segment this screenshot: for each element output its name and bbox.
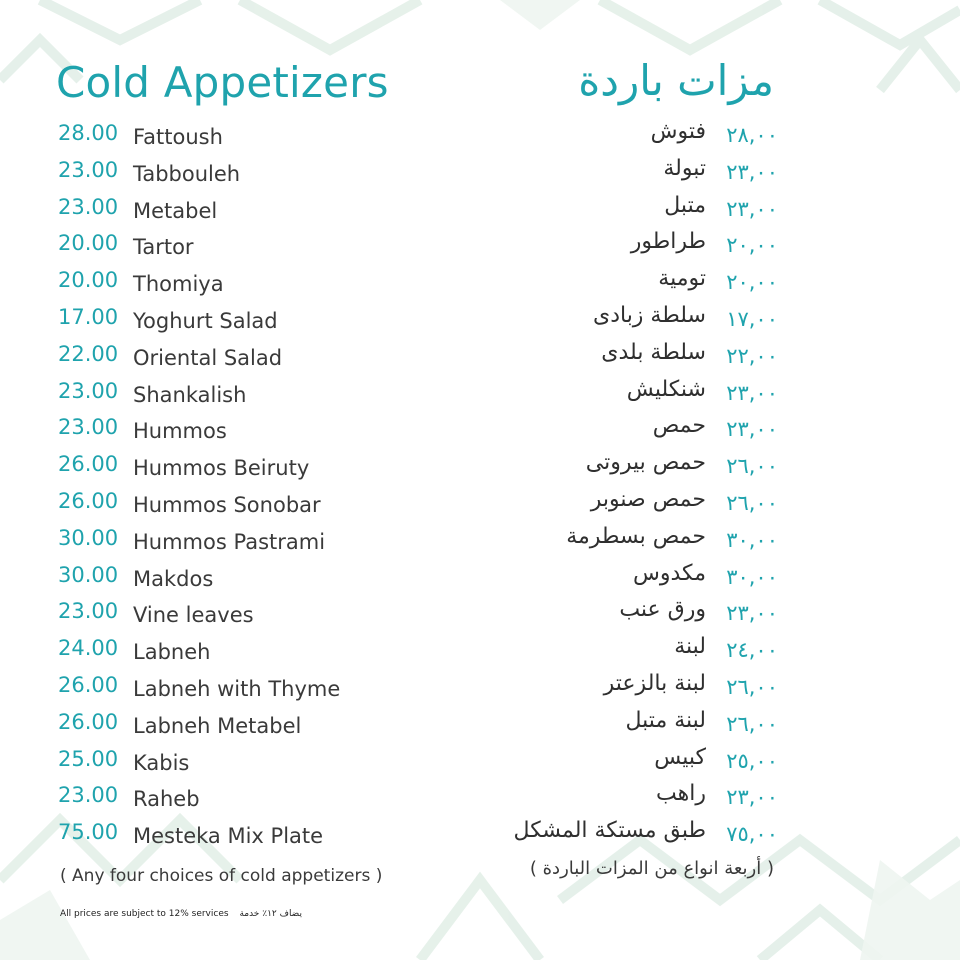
price-arabic: ٢٣,٠٠ — [726, 380, 778, 405]
item-name-english: Makdos — [133, 566, 214, 591]
menu-item-row — [0, 669, 960, 706]
menu-item-row — [0, 154, 960, 191]
item-name-arabic: كبيس — [654, 744, 706, 770]
price-english: 30.00 — [58, 525, 119, 550]
menu-item-row — [0, 117, 960, 154]
item-name-english: Kabis — [133, 750, 190, 775]
price-english: 23.00 — [58, 194, 119, 219]
item-name-arabic: تومية — [658, 266, 706, 292]
combo-note-english: ( Any four choices of cold appetizers ) — [60, 866, 383, 886]
price-arabic: ٢٣,٠٠ — [726, 785, 778, 810]
item-name-arabic: فتوش — [650, 119, 706, 144]
item-name-english: Shankalish — [133, 382, 247, 407]
menu-item-row — [0, 816, 960, 853]
menu-item-row — [0, 485, 960, 522]
item-name-english: Hummos Sonobar — [133, 492, 321, 517]
item-name-arabic: سلطة بلدى — [601, 339, 706, 365]
menu-item-row — [0, 301, 960, 338]
price-english: 23.00 — [58, 157, 119, 182]
menu-item-row — [0, 375, 960, 412]
price-english: 23.00 — [58, 783, 119, 808]
item-name-english: Oriental Salad — [133, 345, 283, 370]
price-arabic: ٢٣,٠٠ — [726, 196, 778, 221]
item-name-english: Labneh — [133, 640, 211, 665]
menu-item-row — [0, 264, 960, 301]
price-arabic: ٧٥,٠٠ — [726, 822, 778, 847]
item-name-english: Yoghurt Salad — [133, 308, 278, 333]
price-arabic: ٢٢,٠٠ — [726, 343, 778, 368]
price-arabic: ٢٦,٠٠ — [726, 711, 778, 736]
price-arabic: ٣٠,٠٠ — [726, 527, 778, 552]
item-name-english: Tartor — [133, 235, 194, 260]
price-english: 24.00 — [58, 636, 119, 661]
menu-item-row — [0, 227, 960, 264]
menu-item-row — [0, 632, 960, 669]
price-arabic: ٢٣,٠٠ — [726, 601, 778, 626]
price-arabic: ٢٠,٠٠ — [726, 233, 778, 258]
item-name-english: Mesteka Mix Plate — [133, 824, 324, 849]
service-charge-arabic: يضاف ١٢٪ خدمة — [239, 909, 302, 919]
price-english: 26.00 — [58, 488, 119, 513]
price-arabic: ١٧,٠٠ — [726, 306, 778, 331]
price-english: 75.00 — [58, 820, 119, 845]
item-name-arabic: تبولة — [663, 155, 706, 181]
price-english: 23.00 — [58, 599, 119, 624]
price-arabic: ٢٦,٠٠ — [726, 674, 778, 699]
price-english: 26.00 — [58, 672, 119, 697]
menu-item-row — [0, 448, 960, 485]
item-name-english: Metabel — [133, 198, 218, 223]
item-name-arabic: لبنة بالزعتر — [603, 670, 706, 696]
price-english: 22.00 — [58, 341, 119, 366]
item-name-english: Hummos — [133, 419, 227, 444]
item-name-english: Raheb — [133, 787, 200, 812]
menu-item-row — [0, 595, 960, 632]
item-name-arabic: لبنة — [674, 634, 706, 660]
item-name-english: Thomiya — [133, 272, 224, 297]
item-name-english: Labneh with Thyme — [133, 676, 341, 701]
menu-item-row — [0, 706, 960, 743]
price-arabic: ٣٠,٠٠ — [726, 564, 778, 589]
price-arabic: ٢٠,٠٠ — [726, 270, 778, 295]
price-english: 30.00 — [58, 562, 119, 587]
menu-item-row — [0, 338, 960, 375]
combo-note-arabic: ( أربعة انواع من المزات الباردة ) — [529, 858, 774, 879]
item-name-english: Fattoush — [133, 125, 223, 149]
item-name-arabic: طراطور — [630, 229, 706, 255]
item-name-arabic: متبل — [664, 192, 706, 218]
item-name-arabic: شنكليش — [626, 376, 706, 402]
price-english: 25.00 — [58, 746, 119, 771]
price-arabic: ٢٨,٠٠ — [726, 123, 778, 147]
price-english: 26.00 — [58, 452, 119, 477]
price-arabic: ٢٥,٠٠ — [726, 748, 778, 773]
price-english: 26.00 — [58, 709, 119, 734]
item-name-arabic: مكدوس — [633, 560, 706, 586]
item-name-english: Vine leaves — [133, 603, 254, 628]
item-name-english: Hummos Pastrami — [133, 529, 326, 554]
title-arabic: مزات باردة — [578, 56, 774, 105]
item-name-arabic: حمص — [652, 413, 706, 439]
item-name-english: Hummos Beiruty — [133, 456, 310, 481]
item-name-arabic: ورق عنب — [619, 597, 706, 623]
service-charge-footer — [60, 909, 310, 919]
price-arabic: ٢٦,٠٠ — [726, 490, 778, 515]
item-name-english: Tabbouleh — [133, 161, 241, 186]
price-english: 20.00 — [58, 268, 119, 293]
item-name-english: Labneh Metabel — [133, 713, 302, 738]
menu-item-list — [0, 117, 960, 853]
item-name-arabic: سلطة زبادى — [592, 302, 706, 328]
title-english: Cold Appetizers — [56, 58, 389, 107]
service-charge-english: All prices are subject to 12% services — [60, 909, 229, 919]
price-arabic: ٢٣,٠٠ — [726, 417, 778, 442]
price-english: 17.00 — [58, 304, 119, 329]
menu-item-row — [0, 522, 960, 559]
price-arabic: ٢٤,٠٠ — [726, 638, 778, 663]
price-arabic: ٢٣,٠٠ — [726, 159, 778, 184]
menu-item-row — [0, 559, 960, 596]
menu-item-row — [0, 411, 960, 448]
menu-item-row — [0, 743, 960, 780]
price-english: 20.00 — [58, 231, 119, 256]
item-name-arabic: لبنة متبل — [625, 707, 706, 733]
price-arabic: ٢٦,٠٠ — [726, 454, 778, 479]
item-name-arabic: طبق مستكة المشكل — [513, 818, 706, 844]
price-english: 28.00 — [58, 121, 119, 145]
price-english: 23.00 — [58, 378, 119, 403]
price-english: 23.00 — [58, 415, 119, 440]
item-name-arabic: حمص بسطرمة — [566, 523, 706, 549]
menu-item-row — [0, 779, 960, 816]
menu-item-row — [0, 191, 960, 228]
item-name-arabic: حمص بيروتى — [585, 450, 706, 476]
item-name-arabic: حمص صنوبر — [590, 486, 706, 512]
item-name-arabic: راهب — [656, 781, 706, 807]
